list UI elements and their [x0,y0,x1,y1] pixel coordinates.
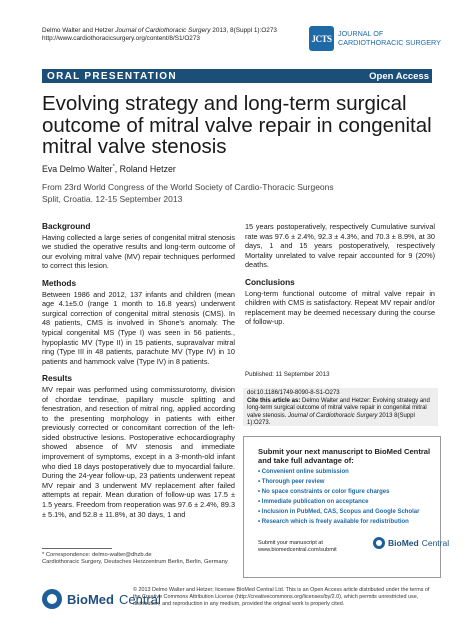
submit-prompt: Submit your manuscript at [258,540,323,546]
affiliation: Cardiothoracic Surgery, Deutsches Herzzentrum Berlin, Berlin, Germany [42,559,228,566]
footnote [42,552,228,567]
list-item: • Convenient online submission [258,468,419,478]
biomed-central-logo-small [373,537,449,549]
published-date: Published: 11 September 2013 [245,371,330,378]
right-column [245,222,435,327]
conclusions-heading: Conclusions [245,276,295,287]
results-heading: Results [42,373,72,384]
logo-light: Central [118,591,161,607]
logo-bold: BioMed [67,591,114,607]
correspondence-email: * Correspondence: delmo-walter@dhzb.de [42,552,152,558]
methods-text: Between 1986 and 2012, 137 infants and children (mean age 4.1±5.0 (range 1 month to 16.8 years) underwent surgical correction of congenital mitral stenosis (CMS). In 48 patients, CMS is involved in Shone's anomaly. The typical congenital MS (Type I) was seen in 56 patients., hypoplastic MV (Type II) in 15 patients, supravalvar mitral ring (Type III in 48 patients, parachute MV (Type IV) in 10 patients and hammock valve (Type IV) in 8 patients. [42,289,235,366]
submit-title-line1: Submit your next manuscript to BioMed Central [258,447,431,456]
submit-footer [258,540,337,554]
submit-title-line2: and take full advantage of: [258,456,354,466]
submit-url[interactable]: www.biomedcentral.com/submit [258,547,337,553]
conclusions-text: Long-term functional outcome of mitral valve repair in children with CMS is satisfactory. Repeat MV repair and/or replacement may be deemed necessary during the course of follow-up. [245,288,435,327]
conference-info [42,181,334,205]
cite-suffix: 2013 8(Suppl 1):O273. [247,412,415,427]
biomed-logo-icon [373,537,385,549]
conference-line2: Split, Croatia. 12-15 September 2013 [42,194,183,204]
list-item: • Thorough peer review [258,478,419,488]
list-item: • Research which is freely available for redistribution [258,518,419,528]
methods-heading: Methods [42,277,77,288]
cite-text: Delmo Walter and Hetzer: Evolving strategy and long-term surgical outcome of mitral valve repair in congenital mitral valve stenosis. [247,397,430,419]
background-heading: Background [42,221,91,231]
article-title: Evolving strategy and long-term surgical outcome of mitral valve repair in congenital mitral valve stenosis [42,92,432,158]
footnote-divider [42,548,112,549]
cite-label: Cite this article as: [247,397,301,404]
submit-title [258,447,430,466]
results-continued-text: 15 years postoperatively, respectively Cumulative survival rate was 97.6 ± 2.4%, 92.3 ± 4.3%, and 70.3 ± 8.9%, at 30 days, 1 and 15 years postoperatively, respectively Mortality unrelated to valve repair accounted for 9 (20%) deaths. [245,222,435,270]
open-access-label: Open Access [369,71,429,82]
doi[interactable]: doi:10.1186/1749-8090-8-S1-O273 [247,390,340,396]
citation-volume: 2013, 8(Suppl 1):O273 [210,27,277,34]
left-column [42,222,235,519]
results-text: MV repair was performed using commissurotomy, division of chordae tendinae, papillary muscle splitting and fenestration, and resection of mitral ring, applied according to the presenting morphology in patients with either previously corrected or concomitant correction of the left-sided obstructive lesions. Postoperative echocardiography showed absence of MV stenosis and immediate improvement of symptoms, except in a 3-month-old infant who died 18 days postoperatively due to myocardial failure. During the 24-year follow-up, 23 patients underwent repeat MV repair and 3 underwent MV replacement after failed attempts at repair. Mean duration of follow-up was 17.5 ± 1.5 years. Freedom from reoperation was 97.6 ± 2.4%, 89.3 ± 5.1%, and 52.8 ± 11.8%, at 30 days, 1 and [42,384,236,519]
header-citation [42,27,277,44]
list-item: • Inclusion in PubMed, CAS, Scopus and Google Scholar [258,508,419,518]
list-item: • No space constraints or color figure charges [258,488,419,498]
journal-name-line2: CARDIOTHORACIC SURGERY [338,37,441,47]
journal-name [338,30,441,47]
author-secondary: , Roland Hetzer [114,164,176,174]
cite-box [243,388,438,426]
biomed-logo-icon [42,589,62,609]
correspondence-mark: * [112,164,115,171]
list-item: • Immediate publication on acceptance [258,498,419,508]
citation-authors: Delmo Walter and Hetzer [42,27,116,34]
logo-light: Central [421,538,450,548]
journal-logo: JCTS [309,26,334,51]
background-text: Having collected a large series of congenital mitral stenosis we studied the operative results and long-term outcome of our evolving mitral valve (MV) repair techniques performed to correct this lesion. [42,232,235,271]
citation-journal: Journal of Cardiothoracic Surgery [115,27,211,34]
logo-bold: BioMed [388,538,419,548]
citation-url[interactable]: http://www.cardiothoracicsurgery.org/content/8/S1/O273 [42,35,200,43]
conference-line1: From 23rd World Congress of the World Society of Cardio-Thoracic Surgeons [42,182,334,192]
benefits-list [258,468,419,527]
author-primary: Eva Delmo Walter [42,164,113,174]
authors [42,164,176,174]
cite-journal: Journal of Cardiothoracic Surgery [288,412,378,419]
journal-name-line1: JOURNAL OF [338,29,384,38]
license-text: © 2013 Delmo Walter and Hetzer; licensee BioMed Central Ltd. This is an Open Access article distributed under the terms of the Creative Commons Attribution License (http://creativecommons.org/licenses/by/2.0), which permits unrestricted use, distribution, and reproduction in any medium, provided the original work is properly cited. [133,587,430,607]
banner-label: ORAL PRESENTATION [47,71,177,82]
